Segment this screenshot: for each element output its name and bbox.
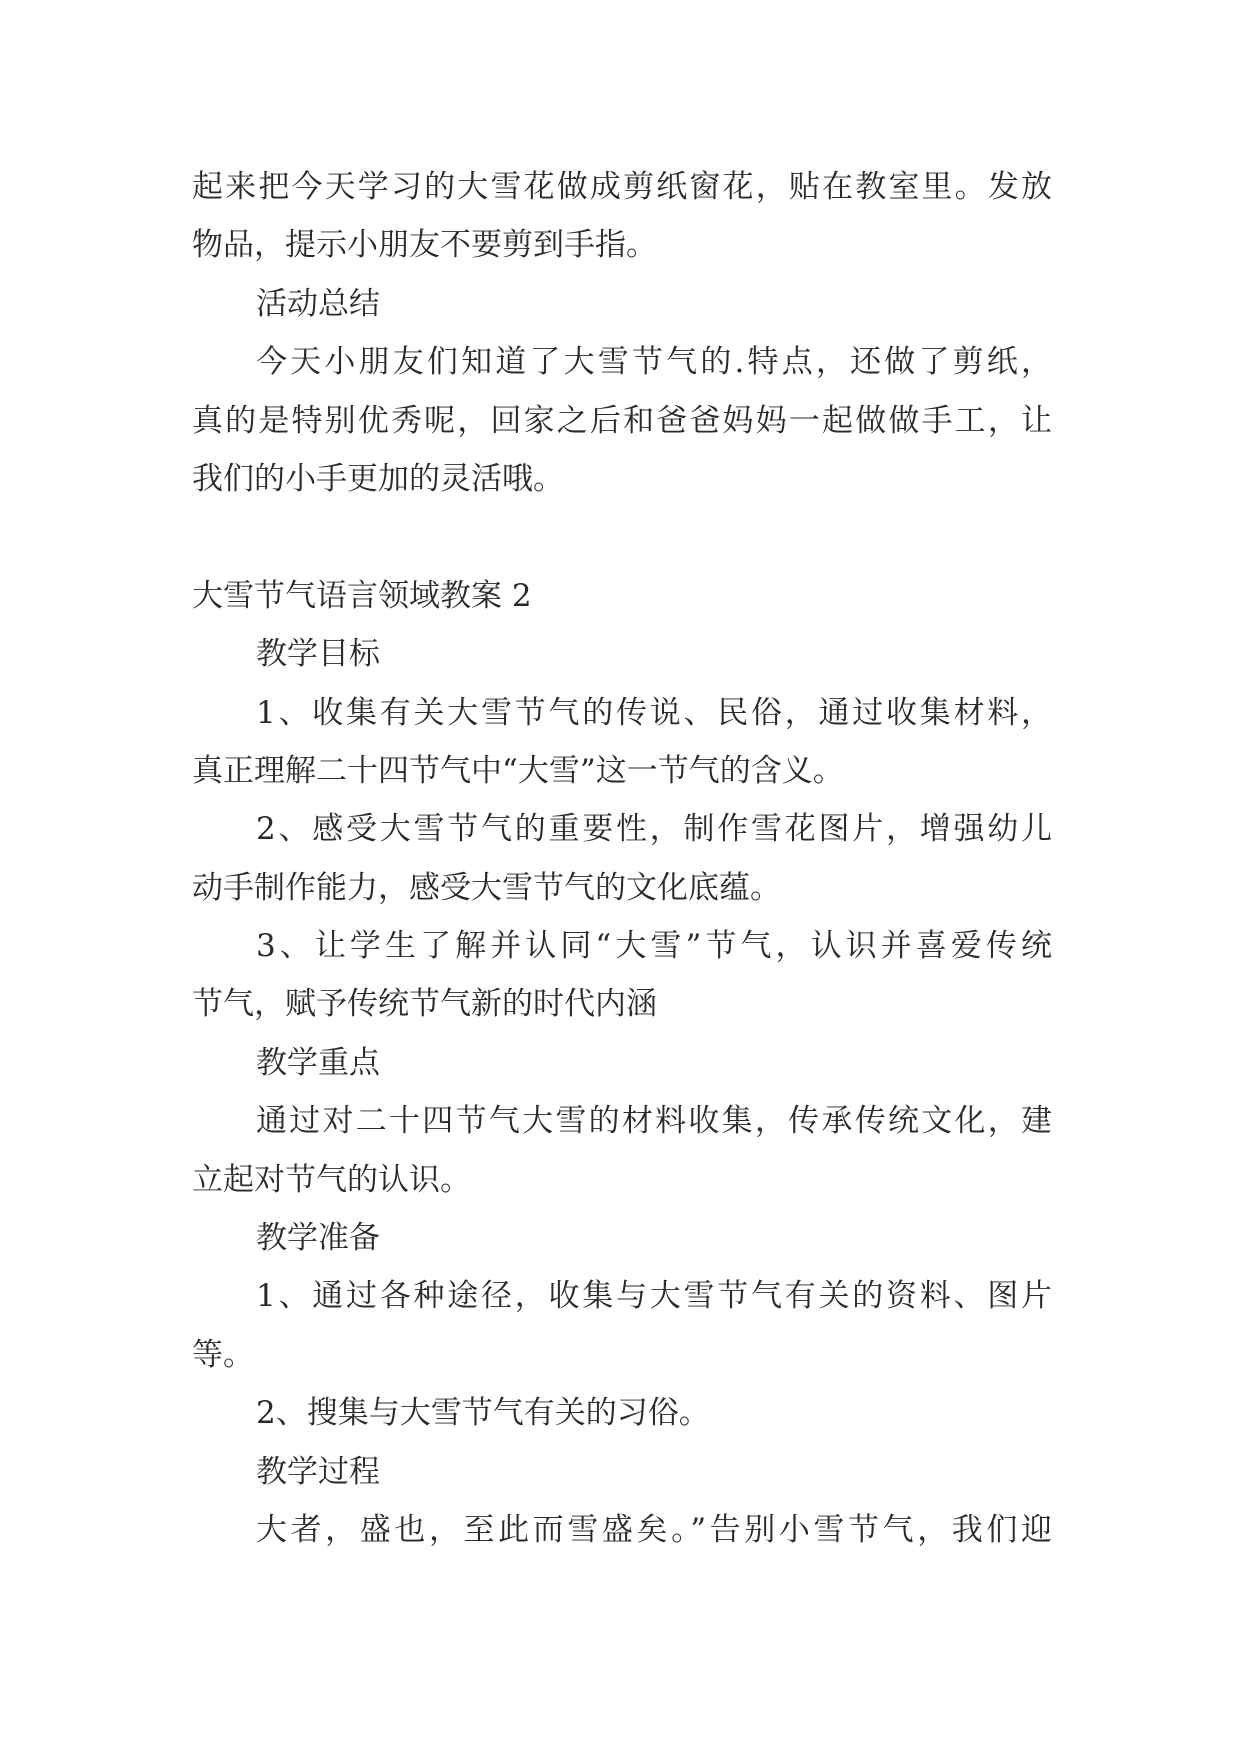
section-heading: 教学目标 (256, 636, 380, 673)
text-line: 2、感受大雪节气的重要性，制作雪花图片，增强幼儿 (256, 811, 1052, 848)
section-heading: 教学重点 (256, 1044, 380, 1081)
section-heading: 教学过程 (256, 1453, 380, 1490)
section-heading: 教学准备 (256, 1220, 380, 1257)
text-line: 起来把今天学习的大雪花做成剪纸窗花，贴在教室里。发放 (192, 169, 1052, 205)
text-line: 1、通过各种途径，收集与大雪节气有关的资料、图片 (256, 1278, 1052, 1315)
paragraph-gap (192, 508, 1052, 566)
text-line: 今天小朋友们知道了大雪节气的.特点，还做了剪纸， (256, 344, 1052, 381)
text-line: 真正理解二十四节气中“大雪”这一节气的含义。 (192, 752, 844, 789)
text-line: 物品，提示小朋友不要剪到手指。 (192, 227, 657, 264)
section-heading: 活动总结 (256, 285, 380, 322)
document-title: 大雪节气语言领域教案 2 (192, 577, 532, 614)
text-line: 我们的小手更加的灵活哦。 (192, 460, 564, 497)
text-line: 1、收集有关大雪节气的传说、民俗，通过收集材料， (256, 694, 1052, 731)
text-line: 真的是特别优秀呢，回家之后和爸爸妈妈一起做做手工，让 (192, 402, 1052, 439)
document-body (192, 158, 1052, 1559)
text-line: 节气，赋予传统节气新的时代内涵 (192, 986, 657, 1023)
text-line: 通过对二十四节气大雪的材料收集，传承传统文化，建 (256, 1103, 1052, 1140)
text-line: 等。 (192, 1336, 254, 1373)
text-line: 动手制作能力，感受大雪节气的文化底蕴。 (192, 869, 781, 906)
text-line: 大者，盛也，至此而雪盛矣。”告别小雪节气，我们迎 (256, 1511, 1052, 1548)
text-line: 3、让学生了解并认同“大雪”节气，认识并喜爱传统 (256, 928, 1052, 965)
text-line: 2、搜集与大雪节气有关的习俗。 (256, 1395, 710, 1432)
text-line: 立起对节气的认识。 (192, 1161, 471, 1198)
